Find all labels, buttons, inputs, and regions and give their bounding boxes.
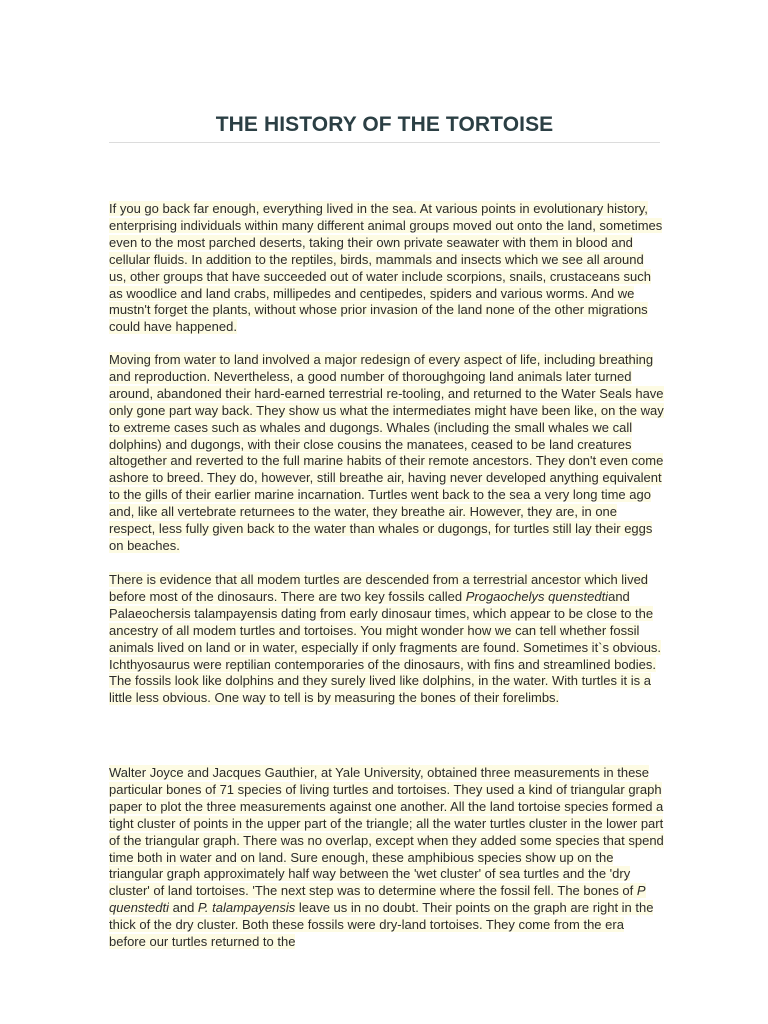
paragraph-2-text: Moving from water to land involved a major redesign of every aspect of life, including breathing and reproduction. Nevertheless, a good number of thoroughgoing land animals later turned around, abandoned their hard-earned terrestrial re-tooling, and returned to the Water Seals have only gone part way back. They show us what the intermediates might have been like, on the way to extreme cases such as whales and dugongs. Whales (including the small whales we call dolphins) and dugongs, with their close cousins the manatees, ceased to be land creatures altogether and reverted to the full marine habits of their remote ancestors. They don't even come ashore to breed. They do, however, still breathe air, having never developed anything equivalent to the gills of their earlier marine incarnation. Turtles went back to the sea a very long time ago and, like all vertebrate returnees to the water, they breathe air. However, they are, in one respect, less fully given back to the water than whales or dugongs, for turtles still lay their eggs on beaches. bbox=[109, 352, 664, 553]
fossil-name-progaochelys: Progaochelys quenstedti bbox=[465, 588, 609, 604]
paragraph-3-text-c: and Palaeochersis talampayensis dating from early dinosaur times, which appear to be close to the ancestry of all modem turtles and tortoises. You might wonder how we can tell whether fossil animals lived on land or in water, especially if only fragments are found. Sometimes it`s obvious. Ichthyosaurus were reptilian contemporaries of the dinosaurs, with fins and streamlined bodies. The fossils look like dolphins and they surely lived like dolphins, in the water. With turtles it is a little less obvious. One way to tell is by measuring the bones of their forelimbs. bbox=[109, 588, 662, 706]
title-divider bbox=[109, 142, 660, 143]
fossil-name-p-quenstedti: P quenstedti bbox=[109, 883, 646, 916]
paragraph-3 bbox=[109, 572, 664, 707]
paragraph-4 bbox=[109, 765, 664, 951]
paragraph-2 bbox=[109, 352, 664, 555]
fossil-name-p-talampayensis: P. talampayensis bbox=[197, 900, 296, 916]
paragraph-4-text-c: and bbox=[169, 900, 198, 916]
page-title: THE HISTORY OF THE TORTOISE bbox=[215, 113, 554, 136]
paragraph-1-text: If you go back far enough, everything lived in the sea. At various points in evolutionary history, enterprising individuals within many different animal groups moved out onto the land, sometimes even to the most parched deserts, taking their own private seawater with them in blood and cellular fluids. In addition to the reptiles, birds, mammals and insects which we see all around us, other groups that have succeeded out of water include scorpions, snails, crustaceans such as woodlice and land crabs, millipedes and centipedes, spiders and various worms. And we mustn't forget the plants, without whose prior invasion of the land none of the other migrations could have happened. bbox=[109, 201, 663, 335]
paragraph-4-text-e: leave us in no doubt. Their points on the graph are right in the thick of the dry cluster. Both these fossils were dry-land tortoises. They come from the era before our turtles returned to the bbox=[109, 900, 654, 950]
paragraph-3-text-a: There is evidence that all modem turtles are descended from a terrestrial ancestor which lived before most of the dinosaurs. There are two key fossils called bbox=[109, 572, 649, 604]
paragraph-4-text-a: Walter Joyce and Jacques Gauthier, at Yale University, obtained three measurements in these particular bones of 71 species of living turtles and tortoises. They used a kind of triangular graph paper to plot the three measurements against one another. All the land tortoise species formed a tight cluster of points in the upper part of the triangle; all the water turtles cluster in the lower part of the triangular graph. There was no overlap, except when they added some species that spend time both in water and on land. Sure enough, these amphibious species show up on the triangular graph approximately half way between the 'wet cluster' of sea turtles and the 'dry cluster' of land tortoises. 'The next step was to determine where the fossil fell. The bones of bbox=[109, 765, 664, 899]
paragraph-1 bbox=[109, 201, 664, 336]
